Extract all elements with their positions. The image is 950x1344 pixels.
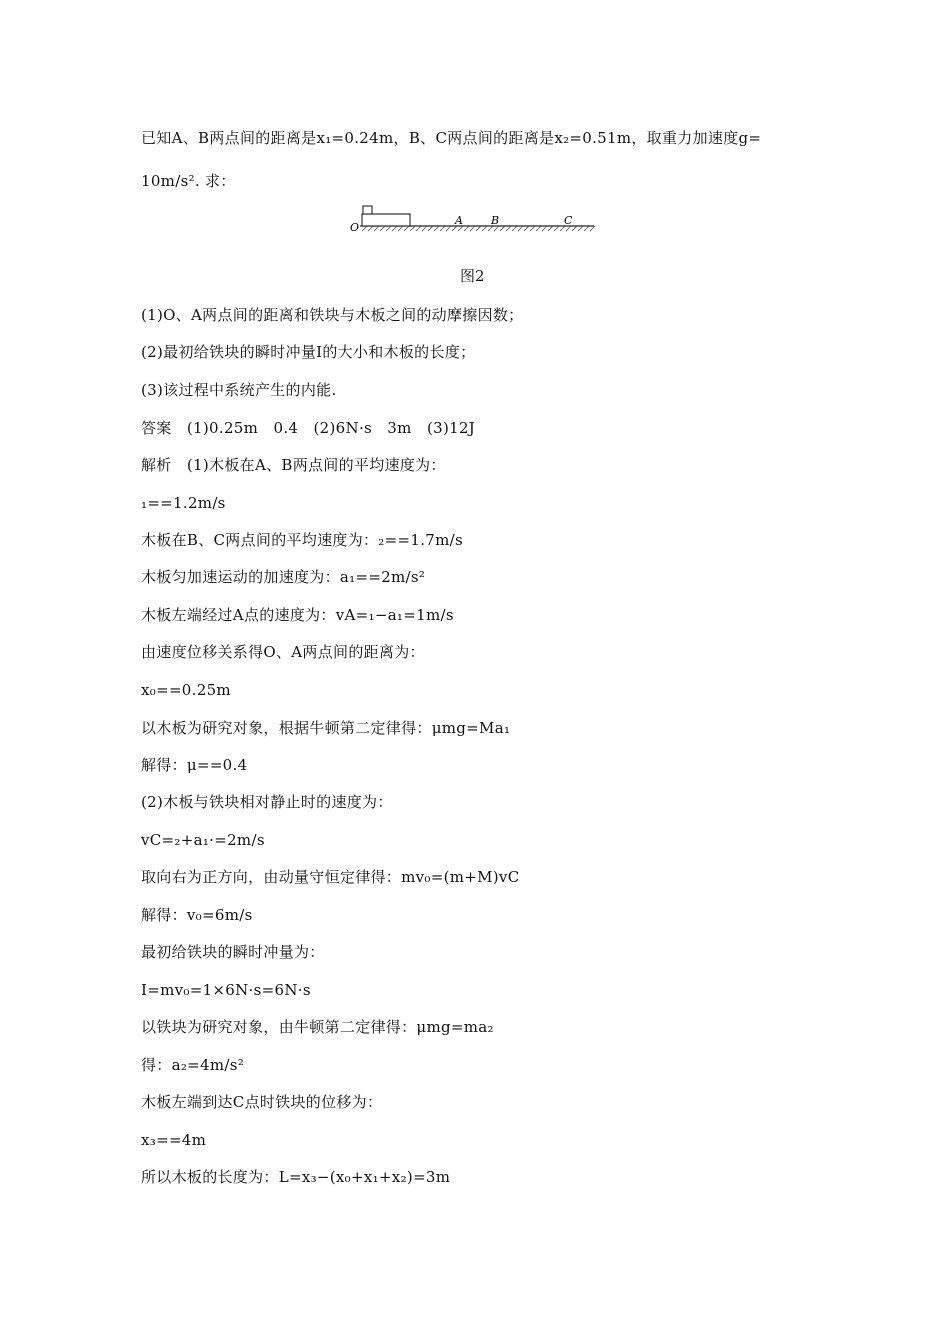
solution-line: ₁==1.2m/s [141,494,226,512]
solution-line: 所以木板的长度为：L=x₃−(x₀+x₁+x₂)=3m [141,1168,451,1186]
solution-line: vC=₂+a₁·=2m/s [141,831,265,849]
answer-line: 答案 (1)0.25m 0.4 (2)6N·s 3m (3)12J [141,419,476,437]
label-a: A [455,214,463,227]
solution-line: 由速度位移关系得O、A两点间的距离为： [141,643,425,661]
solution-line: 木板左端到达C点时铁块的位移为： [141,1093,383,1111]
question-2: (2)最初给铁块的瞬时冲量I的大小和木板的长度； [141,343,476,361]
solution-line: x₀==0.25m [141,681,231,699]
solution-line: I=mv₀=1×6N·s=6N·s [141,981,311,999]
solution-line: 木板匀加速运动的加速度为：a₁==2m/s² [141,568,426,586]
figure-caption: 图2 [460,267,485,285]
solution-line: 最初给铁块的瞬时冲量为： [141,943,325,961]
solution-line: x₃==4m [141,1131,207,1149]
solution-line: 木板左端经过A点的速度为：vA=₁−a₁=1m/s [141,606,454,624]
track-diagram [348,196,598,238]
label-c: C [564,214,573,227]
solution-line: 木板在B、C两点间的平均速度为：₂==1.7m/s [141,531,463,549]
solution-line: (2)木板与铁块相对静止时的速度为： [141,793,393,811]
question-1: (1)O、A两点间的距离和铁块与木板之间的动摩擦因数； [141,306,524,324]
solution-line: 取向右为正方向，由动量守恒定律得：mv₀=(m+M)vC [141,868,520,886]
label-b: B [491,214,500,227]
question-3: (3)该过程中系统产生的内能. [141,381,337,399]
label-o: O [350,221,360,234]
figure-diagram [348,196,598,238]
ground-hatching [362,226,595,231]
wooden-board [362,214,410,226]
solution-line: 解析 (1)木板在A、B两点间的平均速度为： [141,456,446,474]
solution-line: 得：a₂=4m/s² [141,1056,245,1074]
intro-line-1: 已知A、B两点间的距离是x₁=0.24m，B、C两点间的距离是x₂=0.51m，取重力加速度g= [141,129,762,147]
solution-line: 以铁块为研究对象，由牛顿第二定律得：μmg=ma₂ [141,1018,494,1036]
solution-line: 解得：v₀=6m/s [141,906,253,924]
iron-block [363,206,372,214]
solution-line: 解得：μ==0.4 [141,756,248,774]
solution-line: 以木板为研究对象，根据牛顿第二定律得：μmg=Ma₁ [141,719,511,737]
intro-line-2: 10m/s². 求： [141,172,236,190]
